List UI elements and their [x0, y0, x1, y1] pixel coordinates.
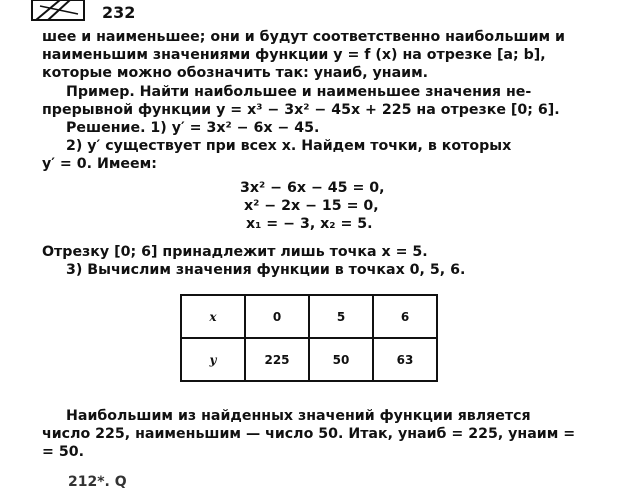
- text-line: Отрезку [0; 6] принадлежит лишь точка x = 5.: [42, 244, 428, 260]
- table-cell: 50: [309, 338, 373, 381]
- conclusion-line: Наибольшим из найденных значений функции является: [66, 408, 531, 424]
- table-cell: 5: [309, 295, 373, 338]
- solution-step-3: 3) Вычислим значения функции в точках 0, 5, 6.: [66, 262, 466, 278]
- text-line: которые можно обозначить так: yнаиб, yнаим.: [42, 65, 429, 81]
- table-cell: 6: [373, 295, 437, 338]
- function-values-table: [180, 294, 438, 382]
- example-heading-line: Пример. Найти наибольшее и наименьшее значения не-: [66, 84, 532, 100]
- solution-step-1: Решение. 1) y′ = 3x² − 6x − 45.: [66, 120, 320, 136]
- table-cell: y: [181, 338, 245, 381]
- table-cell: 0: [245, 295, 309, 338]
- header-ornament: [30, 0, 88, 22]
- text-line: прерывной функции y = x³ − 3x² − 45x + 225 на отрезке [0; 6].: [42, 102, 560, 118]
- text-line: наименьшим значениями функции y = f (x) на отрезке [a; b],: [42, 47, 546, 63]
- table-row: [181, 295, 437, 338]
- equation-line: x² − 2x − 15 = 0,: [244, 198, 379, 214]
- page-number: 232: [102, 3, 136, 22]
- table-row: [181, 338, 437, 381]
- solution-step-2: 2) y′ существует при всех x. Найдем точки, в которых: [66, 138, 512, 154]
- text-line: y′ = 0. Имеем:: [42, 156, 157, 172]
- conclusion-line: = 50.: [42, 444, 84, 460]
- text-line: шее и наименьшее; они и будут соответственно наибольшим и: [42, 29, 565, 45]
- equation-line: x₁ = − 3, x₂ = 5.: [246, 216, 373, 232]
- equation-line: 3x² − 6x − 45 = 0,: [240, 180, 385, 196]
- conclusion-line: число 225, наименьшим — число 50. Итак, yнаиб = 225, yнаим =: [42, 426, 576, 442]
- table-cell: x: [181, 295, 245, 338]
- next-exercise-cut: 212*. Q: [68, 474, 127, 490]
- table-cell: 225: [245, 338, 309, 381]
- table-cell: 63: [373, 338, 437, 381]
